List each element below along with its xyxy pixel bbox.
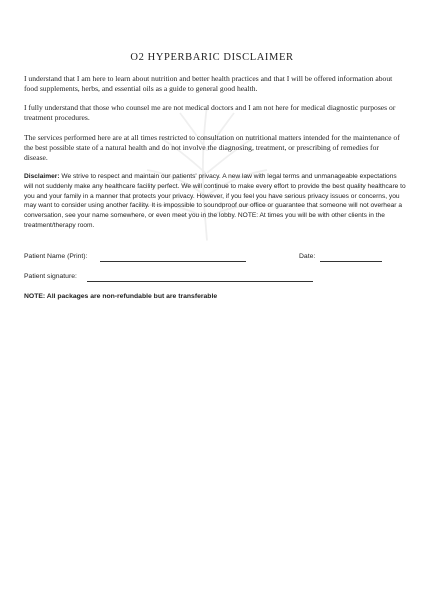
paragraph-not-doctors: I fully understand that those who counsel me are not medical doctors and I am not here for medical diagnostic purposes or treatment procedures. (24, 103, 396, 122)
date-field[interactable] (320, 261, 382, 262)
paragraph-nutrition: I understand that I am here to learn about nutrition and better health practices and that I will be offered information about food supplements, herbs, and essential oils as a guide to general good health. (24, 74, 393, 93)
document-title: O2 HYPERBARIC DISCLAIMER (130, 52, 294, 63)
disclaimer-label: Disclaimer: (24, 173, 60, 180)
disclaimer-text: We strive to respect and maintain our patients' privacy. A new law with legal terms and unmanageable expectations will not suddenly make any healthcare facility perfect. We will continue to make every effort to provide the best quality healthcare to you and your family in a manner that protects your privacy. However, if you feel you have serious privacy issues or concerns, you may want to consider using another facility. It is impossible to soundproof our office or guarantee that someone will not overhear a conversation, see your name somewhere, or even meet you in the lobby. NOTE: At times you will be with other clients in the treatment/therapy room. (24, 173, 406, 229)
patient-name-label: Patient Name (Print): (24, 253, 88, 260)
patient-signature-field[interactable] (87, 281, 313, 282)
disclaimer-paragraph (24, 172, 406, 231)
paragraph-services: The services performed here are at all times restricted to consultation on nutritional matters intended for the maintenance of the best possible state of a natural health and do not involve the diagnosing, treatment, or prescribing of remedies for disease. (24, 133, 400, 162)
patient-signature-label: Patient signature: (24, 273, 77, 280)
patient-name-field[interactable] (100, 261, 246, 262)
date-label: Date: (299, 253, 316, 260)
refund-note: NOTE: All packages are non-refundable but are transferable (24, 293, 218, 300)
